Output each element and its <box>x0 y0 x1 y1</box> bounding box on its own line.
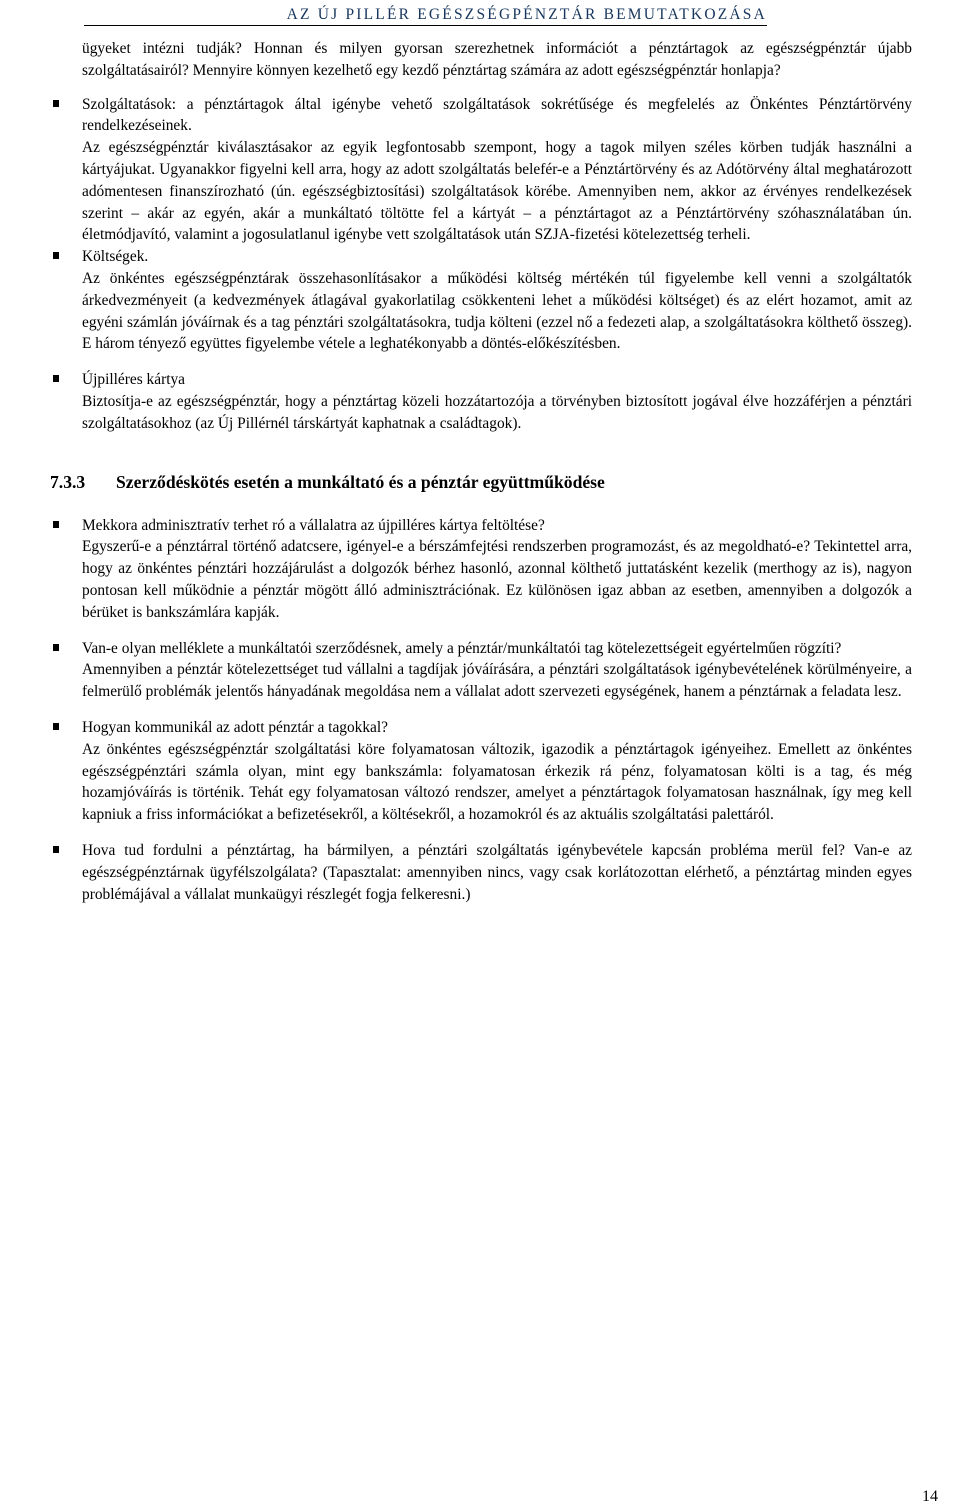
answer-text: Egyszerű-e a pénztárral történő adatcsere, igényel-e a bérszámfejtési rendszerben programozást, és az megoldható-e? Tekintettel arra, hogy az önkéntes pénztári hozzájárulást a dolgozók bérhez hasonló, azonnal költhető juttatásként kezelik (merthogy az is), nagyon pontosan kell működnie a pénztár mögött álló adminisztrációnak. Ez különösen igaz abban az esetben, amennyiben a dolgozók a bérüket is bankszámlára kapják. <box>82 538 912 621</box>
section-number: 7.3.3 <box>50 471 86 492</box>
section-heading <box>50 471 912 493</box>
square-bullet-icon <box>53 375 59 382</box>
services-item <box>50 94 912 247</box>
card-item <box>50 369 912 434</box>
page-number: 14 <box>922 1488 938 1505</box>
card-body: Biztosítja-e az egészségpénztár, hogy a pénztártag közeli hozzátartozója a törvényben biztosított jogával élve hozzáférjen a pénztári szolgáltatásokhoz (az Új Pillérnél társkártyát kaphatnak a családtagok). <box>82 392 912 432</box>
square-bullet-icon <box>53 252 59 259</box>
square-bullet-icon <box>53 723 59 730</box>
card-title: Újpilléres kártya <box>82 371 185 389</box>
costs-title: Költségek. <box>82 248 149 266</box>
square-bullet-icon <box>53 100 59 107</box>
square-bullet-icon <box>53 644 59 651</box>
question-text: Hova tud fordulni a pénztártag, ha bármilyen, a pénztári szolgáltatás igénybevétele kapcsán probléma merül fel? Van-e az egészségpénztárnak ügyfélszolgálata? (Tapasztalat: amennyiben nincs, vagy csak korlátozottan elérhető, a pénztártag minden egyes problémájával a vállalat munkaügyi részlegét fogja felkeresni.) <box>82 841 912 903</box>
costs-item <box>50 246 912 355</box>
intro-paragraph <box>50 38 912 82</box>
services-body: Az egészségpénztár kiválasztásakor az egyik legfontosabb szempont, hogy a tagok milyen széles körben tudják használni a kártyájukat. Ugyanakkor figyelni kell arra, hogy az adott szolgáltatás belefér-e a Pénztártörvény és az Adótörvény által meghatározott adómentesen finanszírozható (ún. egészségbiztosítási) szolgáltatások körébe. Amennyiben nem, akkor az érvényes rendelkezések szerint – akár az egyén, akár a munkáltató töltötte fel a kártyát – a pénztártagot az a Pénztártörvény szóhasználatában ún. életmódjavító, valamint a jogosulatlanul igénybe vett szolgáltatások után SZJA-fizetési kötelezettség terheli. <box>82 139 912 244</box>
question-text: Hogyan kommunikál az adott pénztár a tagokkal? <box>82 718 388 736</box>
square-bullet-icon <box>53 521 59 528</box>
costs-body: Az önkéntes egészségpénztárak összehasonlításakor a működési költség mértékén túl figyelembe kell venni a szolgáltatók árkedvezményeit (a kedvezmények átlagával gyakorlatilag csökkenteni lehet a működési költséget) és az elért hozamot, amit az egyéni számlán jóváírnak és a tag pénztári szolgáltatásokra, tudja költeni (ezzel nő a fedezeti alap, a szolgáltatásokra költhető összeg). E három tényező együttes figyelembe vétele a leghatékonyabb a döntés-előkészítésben. <box>82 269 912 353</box>
document-body <box>50 38 912 905</box>
question-text: Mekkora adminisztratív terhet ró a vállalatra az újpilléres kártya feltöltése? <box>82 516 545 534</box>
intro-text: ügyeket intézni tudják? Honnan és milyen gyorsan szerezhetnek információt a pénztártagok az egészségpénztár újabb szolgáltatásairól? Mennyire könnyen kezelhető egy kezdő pénztártag számára az adott egészségpénztár honlapja? <box>82 40 912 79</box>
question-item <box>50 638 912 703</box>
question-item <box>50 840 912 905</box>
services-title: Szolgáltatások: a pénztártagok által igénybe vehető szolgáltatások sokrétűsége és megfelelés az Önkéntes Pénztártörvény rendelkezéseinek. <box>82 95 912 135</box>
question-item <box>50 515 912 624</box>
section-title: Szerződéskötés esetén a munkáltató és a pénztár együttműködése <box>116 471 605 492</box>
answer-text: Amennyiben a pénztár kötelezettséget tud vállalni a tagdíjak jóváírására, a pénztári szolgáltatások igénybevételének körülményeire, a felmerülő problémák jelentős hányadának megoldása nem a vállalat adott szervezeti egységének, hanem a pénztárnak a feladata lesz. <box>82 661 912 701</box>
question-text: Van-e olyan melléklete a munkáltatói szerződésnek, amely a pénztár/munkáltatói tag kötelezettségeit egyértelműen rögzíti? <box>82 639 842 657</box>
square-bullet-icon <box>53 846 59 853</box>
answer-text: Az önkéntes egészségpénztár szolgáltatási köre folyamatosan változik, igazodik a pénztártagok igényeihez. Emellett az önkéntes egészségpénztári számla olyan, mint egy bankszámla: folyamatosan érkezik rá pénz, folyamatosan költi is a tag, és még hozamjóváírás is történik. Tehát egy folyamatosan változó rendszer, amelyet a pénztártagok folyamatosan használnak, így meg kell kapniuk a friss információkat a befizetésekről, a költésekről, a hozamokról és az aktuális szolgáltatási palettáról. <box>82 740 912 824</box>
running-header: AZ ÚJ PILLÉR EGÉSZSÉGPÉNZTÁR BEMUTATKOZÁSA <box>84 6 767 26</box>
question-item <box>50 717 912 826</box>
